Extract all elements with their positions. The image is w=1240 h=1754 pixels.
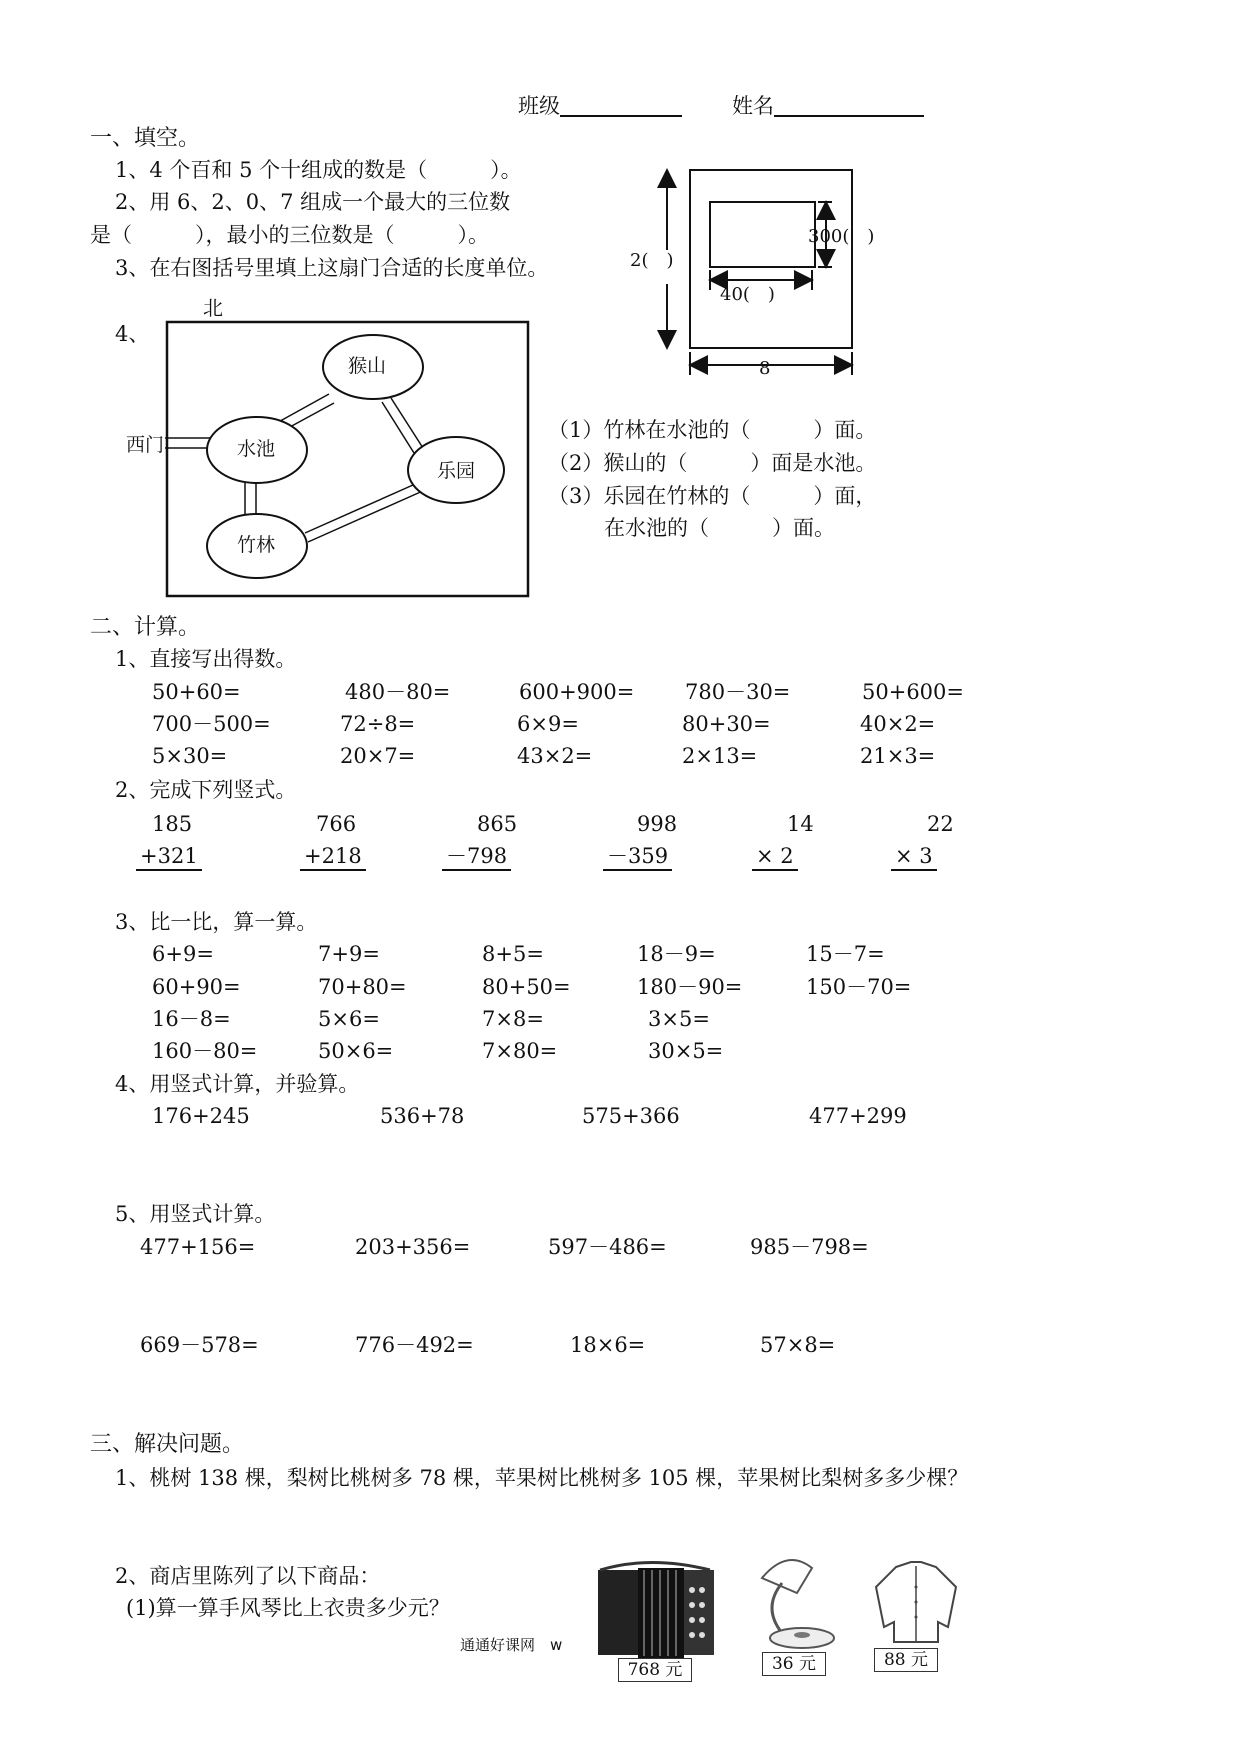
p1-item: 600+900=: [519, 680, 635, 704]
class-label-text: 班级: [518, 94, 560, 118]
p5-item: 985－798=: [750, 1235, 869, 1259]
map-question-3b: 在水池的（ ）面。: [604, 516, 835, 540]
p3-item: 50×6=: [318, 1039, 394, 1063]
section-3-title: 三、解决问题。: [90, 1432, 245, 1457]
p3-item: 160－80=: [152, 1039, 258, 1063]
door-width-label: 8: [759, 358, 771, 379]
p4-item: 575+366: [582, 1104, 680, 1128]
p1-item: 21×3=: [860, 744, 936, 768]
vertical-bottom: +321: [136, 846, 202, 871]
p1-item: 480－80=: [345, 680, 451, 704]
map-label-playground: 乐园: [437, 460, 476, 482]
p3-item: 30×5=: [648, 1039, 724, 1063]
p4-item: 536+78: [380, 1104, 465, 1128]
p2-title: 2、完成下列竖式。: [115, 778, 297, 802]
p1-item: 780－30=: [685, 680, 791, 704]
vertical-top: 766: [316, 812, 357, 836]
p3-item: 70+80=: [318, 975, 407, 999]
p4-item: 477+299: [809, 1104, 907, 1128]
map-question-1: （1）竹林在水池的（ ）面。: [548, 418, 877, 442]
vertical-bottom: －798: [442, 846, 511, 871]
p1-item: 2×13=: [682, 744, 758, 768]
vertical-bottom: +218: [300, 846, 366, 871]
p3-item: 15－7=: [806, 942, 885, 966]
vertical-top: 14: [787, 812, 814, 836]
door-outline: [690, 170, 852, 348]
q1-2b: 是（ ），最小的三位数是（ ）。: [90, 223, 489, 247]
jacket-image: [866, 1552, 966, 1652]
q1-4: 4、: [115, 322, 150, 346]
vertical-top: 22: [927, 812, 954, 836]
price-accordion: 768 元: [618, 1658, 692, 1682]
q1-2a: 2、用 6、2、0、7 组成一个最大的三位数: [115, 190, 511, 214]
name-label-text: 姓名: [732, 94, 774, 118]
vertical-bottom: × 2: [752, 846, 798, 871]
p5-item: 203+356=: [355, 1235, 471, 1259]
map-question-3: （3）乐园在竹林的（ ）面，: [548, 484, 877, 508]
map-west-gate-label: 西门: [126, 434, 165, 456]
p3-item: 18－9=: [637, 942, 716, 966]
p1-item: 6×9=: [517, 712, 579, 736]
vertical-bottom: × 3: [891, 846, 937, 871]
p5-item: 597－486=: [548, 1235, 667, 1259]
p1-item: 43×2=: [517, 744, 593, 768]
p3-item: 8+5=: [482, 942, 544, 966]
map-question-2: （2）猴山的（ ）面是水池。: [548, 451, 877, 475]
class-blank[interactable]: [560, 93, 682, 117]
door-window-height-label: 300( ): [808, 226, 875, 247]
p3-item: 3×5=: [648, 1007, 710, 1031]
p3-item: 150－70=: [806, 975, 912, 999]
lamp-image: [742, 1538, 862, 1658]
p1-item: 700－500=: [152, 712, 271, 736]
footer-watermark: 通通好课网 w: [460, 1636, 563, 1654]
name-label: [732, 93, 924, 117]
p5-title: 5、用竖式计算。: [115, 1202, 276, 1226]
p3-item: 180－90=: [637, 975, 743, 999]
map-label-monkey-hill: 猴山: [348, 355, 387, 377]
s3-q1: 1、桃树 138 棵，梨树比桃树多 78 棵，苹果树比桃树多 105 棵，苹果树比梨树多多少棵？: [115, 1466, 969, 1490]
p1-item: 72÷8=: [340, 712, 416, 736]
p1-item: 50+600=: [862, 680, 964, 704]
p3-item: 16－8=: [152, 1007, 231, 1031]
vertical-top: 998: [637, 812, 678, 836]
p3-item: 7×80=: [482, 1039, 558, 1063]
p5-item: 477+156=: [140, 1235, 256, 1259]
class-label: [518, 93, 682, 117]
p1-item: 80+30=: [682, 712, 771, 736]
vertical-top: 185: [152, 812, 193, 836]
p3-item: 7+9=: [318, 942, 380, 966]
q1-3: 3、在右图括号里填上这扇门合适的长度单位。: [115, 256, 549, 280]
vertical-bottom: －359: [603, 846, 672, 871]
section-1-title: 一、填空。: [90, 126, 201, 151]
q1-1: 1、4 个百和 5 个十组成的数是（ ）。: [115, 158, 522, 182]
p1-item: 40×2=: [860, 712, 936, 736]
p3-item: 60+90=: [152, 975, 241, 999]
s3-q2-1: (1)算一算手风琴比上衣贵多少元？: [126, 1596, 450, 1620]
price-jacket: 88 元: [874, 1648, 938, 1672]
p1-title: 1、直接写出得数。: [115, 647, 297, 671]
map-label-bamboo: 竹林: [237, 534, 276, 556]
p1-item: 5×30=: [152, 744, 228, 768]
map-label-pond: 水池: [237, 438, 276, 460]
p1-item: 20×7=: [340, 744, 416, 768]
door-window: [710, 202, 815, 267]
p3-item: 80+50=: [482, 975, 571, 999]
s3-q2: 2、商店里陈列了以下商品：: [115, 1564, 381, 1588]
name-blank[interactable]: [774, 93, 924, 117]
p5-item: 57×8=: [760, 1333, 836, 1357]
p3-item: 6+9=: [152, 942, 214, 966]
p3-title: 3、比一比，算一算。: [115, 910, 318, 934]
accordion-image: [590, 1550, 725, 1670]
p5-item: 776－492=: [355, 1333, 474, 1357]
p3-item: 5×6=: [318, 1007, 380, 1031]
p3-item: 7×8=: [482, 1007, 544, 1031]
p5-item: 18×6=: [570, 1333, 646, 1357]
door-height-label: 2( ): [630, 250, 674, 271]
p4-item: 176+245: [152, 1104, 250, 1128]
price-lamp: 36 元: [762, 1652, 826, 1676]
p1-item: 50+60=: [152, 680, 241, 704]
p4-title: 4、用竖式计算，并验算。: [115, 1072, 360, 1096]
vertical-top: 865: [477, 812, 518, 836]
p5-item: 669－578=: [140, 1333, 259, 1357]
map-north-label: 北: [203, 296, 223, 320]
door-window-width-label: 40( ): [720, 284, 775, 305]
section-2-title: 二、计算。: [90, 615, 201, 640]
